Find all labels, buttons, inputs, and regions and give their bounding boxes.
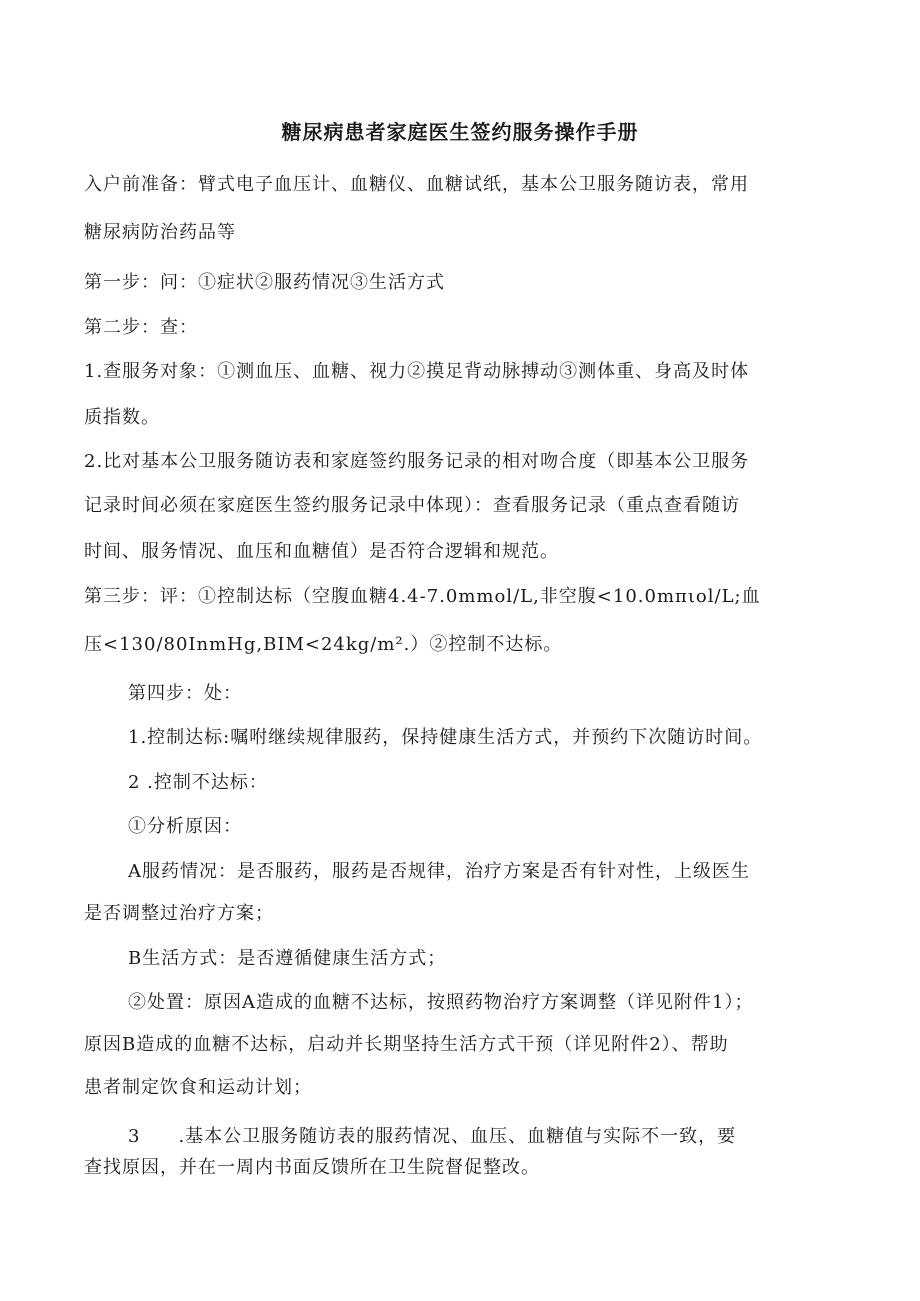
text-line: 是否调整过治疗方案； bbox=[84, 903, 274, 924]
text-line: 1.控制达标:嘱咐继续规律服药，保持健康生活方式，并预约下次随访时间。 bbox=[128, 727, 763, 748]
text-line: 糖尿病防治药品等 bbox=[84, 222, 236, 243]
text-line: 2.比对基本公卫服务随访表和家庭签约服务记录的相对吻合度（即基本公卫服务 bbox=[84, 451, 750, 472]
text-line: 查找原因，并在一周内书面反馈所在卫生院督促整改。 bbox=[84, 1157, 540, 1178]
document-title: 糖尿病患者家庭医生签约服务操作手册 bbox=[281, 120, 639, 144]
text-line: 第三步：评：①控制达标（空腹血糖4.4-7.0mmol/L,非空腹<10.0mπιol/L;血 bbox=[84, 586, 761, 607]
text-line: 原因B造成的血糖不达标，启动并长期坚持生活方式干预（详见附件2）、帮助 bbox=[84, 1034, 729, 1055]
text-line: A服药情况：是否服药，服药是否规律，治疗方案是否有针对性，上级医生 bbox=[128, 861, 750, 882]
text-line: 第二步：查： bbox=[84, 317, 198, 338]
text-line: B生活方式：是否遵循健康生活方式； bbox=[128, 948, 447, 969]
text-line: 3 .基本公卫服务随访表的服药情况、血压、血糖值与实际不一致，要 bbox=[128, 1126, 737, 1147]
text-line: 入户前准备：臂式电子血压计、血糖仪、血糖试纸，基本公卫服务随访表，常用 bbox=[84, 174, 749, 195]
text-line: 第四步：处： bbox=[128, 683, 242, 704]
text-line: ②处置：原因A造成的血糖不达标，按照药物治疗方案调整（详见附件1）； bbox=[128, 992, 754, 1013]
text-line: 患者制定饮食和运动计划； bbox=[84, 1077, 312, 1098]
text-line: 2 .控制不达标： bbox=[128, 772, 268, 793]
text-line: 压<130/80InmHg,BIM<24kg/m².）②控制不达标。 bbox=[84, 634, 563, 655]
text-line: 记录时间必须在家庭医生签约服务记录中体现）：查看服务记录（重点查看随访 bbox=[84, 495, 740, 516]
text-line: 第一步：问：①症状②服药情况③生活方式 bbox=[84, 272, 445, 293]
text-line: 时间、服务情况、血压和血糖值）是否符合逻辑和规范。 bbox=[84, 541, 559, 562]
text-line: ①分析原因： bbox=[128, 816, 242, 837]
text-line: 质指数。 bbox=[84, 407, 160, 428]
text-line: 1.查服务对象：①测血压、血糖、视力②摸足背动脉搏动③测体重、身高及时体 bbox=[84, 361, 750, 382]
